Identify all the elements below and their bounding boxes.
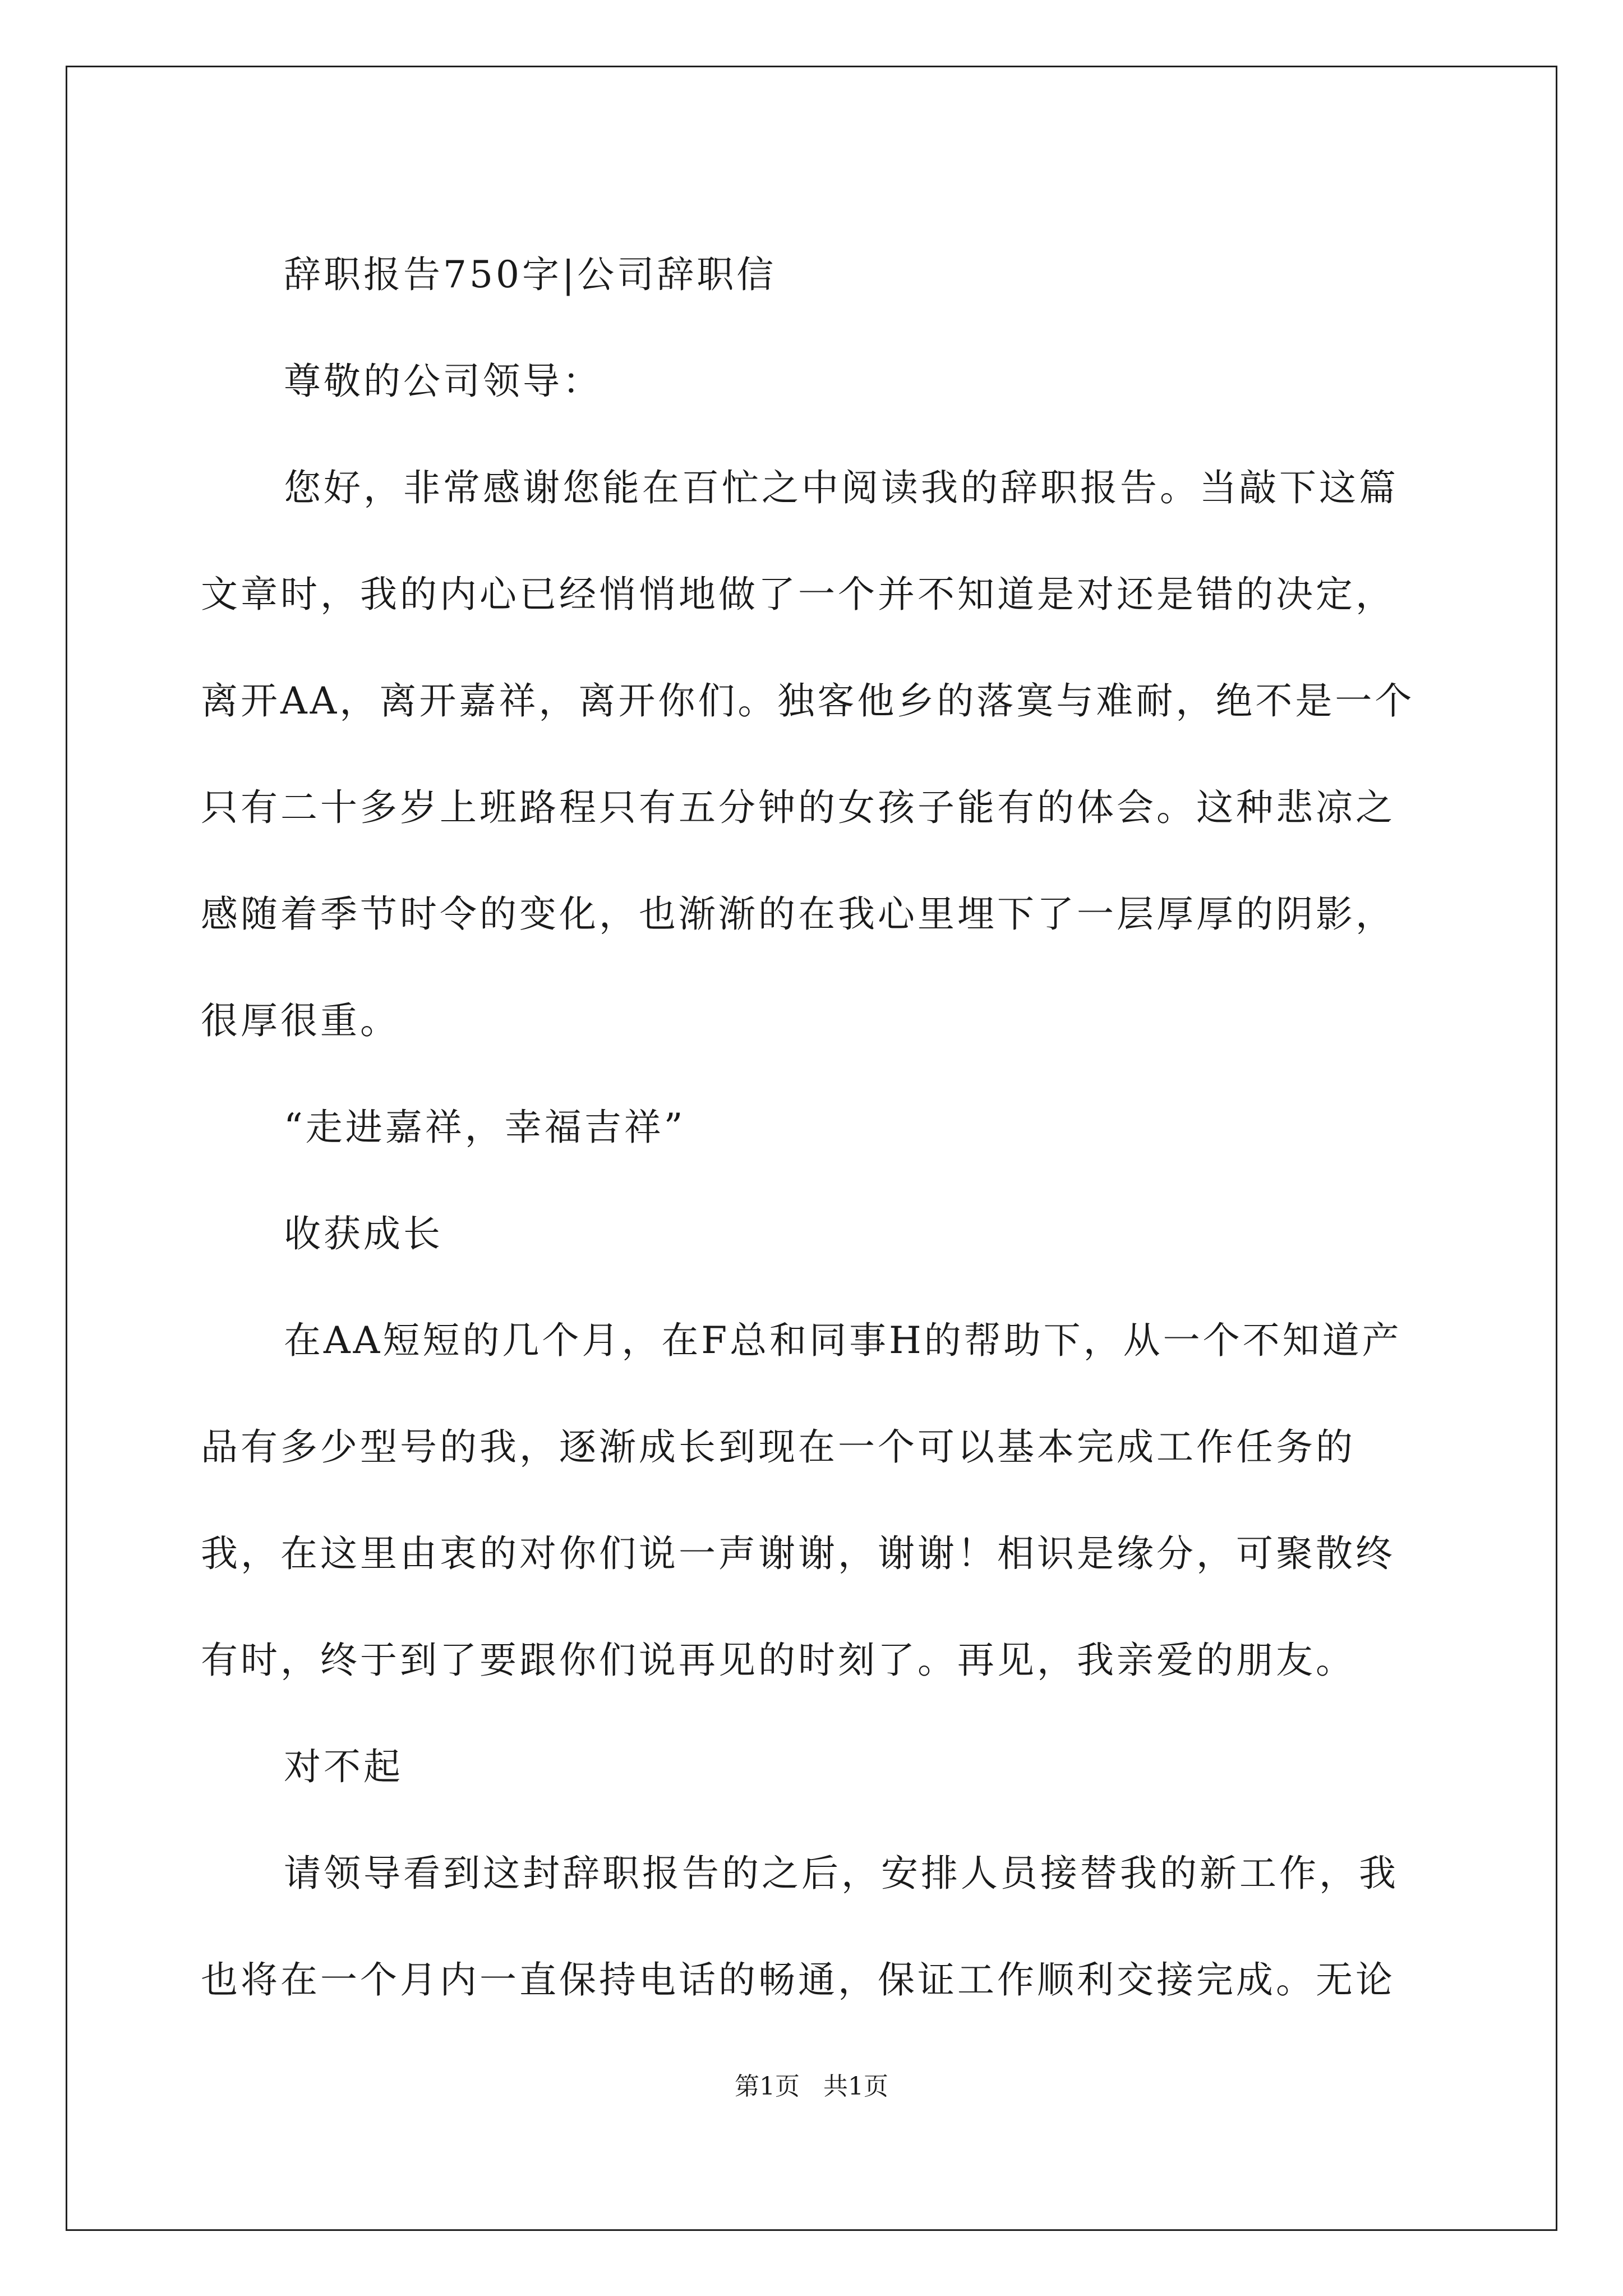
paragraph-growth: 在AA短短的几个月，在F总和同事H的帮助下，从一个不知道产品有多少型号的我，逐渐成长到现在一个可以基本完成工作任务的我，在这里由衷的对你们说一声谢谢，谢谢！相识是缘分，可聚散终有时，终于到了要跟你们说再见的时刻了。再见，我亲爱的朋友。 bbox=[201, 1319, 1402, 1682]
page-number-total: 共1页 bbox=[823, 2072, 888, 2101]
section-heading-apology: 对不起 bbox=[284, 1745, 403, 1788]
document-title: 辞职报告750字|公司辞职信 bbox=[284, 253, 777, 296]
paragraph-slogan: “走进嘉祥，幸福吉祥” bbox=[284, 1106, 686, 1149]
page-number-current: 第1页 bbox=[735, 2072, 800, 2101]
paragraph-intro: 您好，非常感谢您能在百忙之中阅读我的辞职报告。当敲下这篇文章时，我的内心已经悄悄地做了一个并不知道是对还是错的决定，离开AA，离开嘉祥，离开你们。独客他乡的落寞与难耐，绝不是一个只有二十多岁上班路程只有五分钟的女孩子能有的体会。这种悲凉之感随着季节时令的变化，也渐渐的在我心里埋下了一层厚厚的阴影，很厚很重。 bbox=[201, 466, 1415, 1042]
paragraph-handover: 请领导看到这封辞职报告的之后，安排人员接替我的新工作，我也将在一个月内一直保持电话的畅通，保证工作顺利交接完成。无论 bbox=[201, 1852, 1399, 2001]
document-body bbox=[201, 222, 1435, 2033]
section-heading-growth: 收获成长 bbox=[284, 1212, 443, 1255]
salutation: 尊敬的公司领导： bbox=[284, 360, 602, 403]
page-footer bbox=[0, 2070, 1623, 2104]
